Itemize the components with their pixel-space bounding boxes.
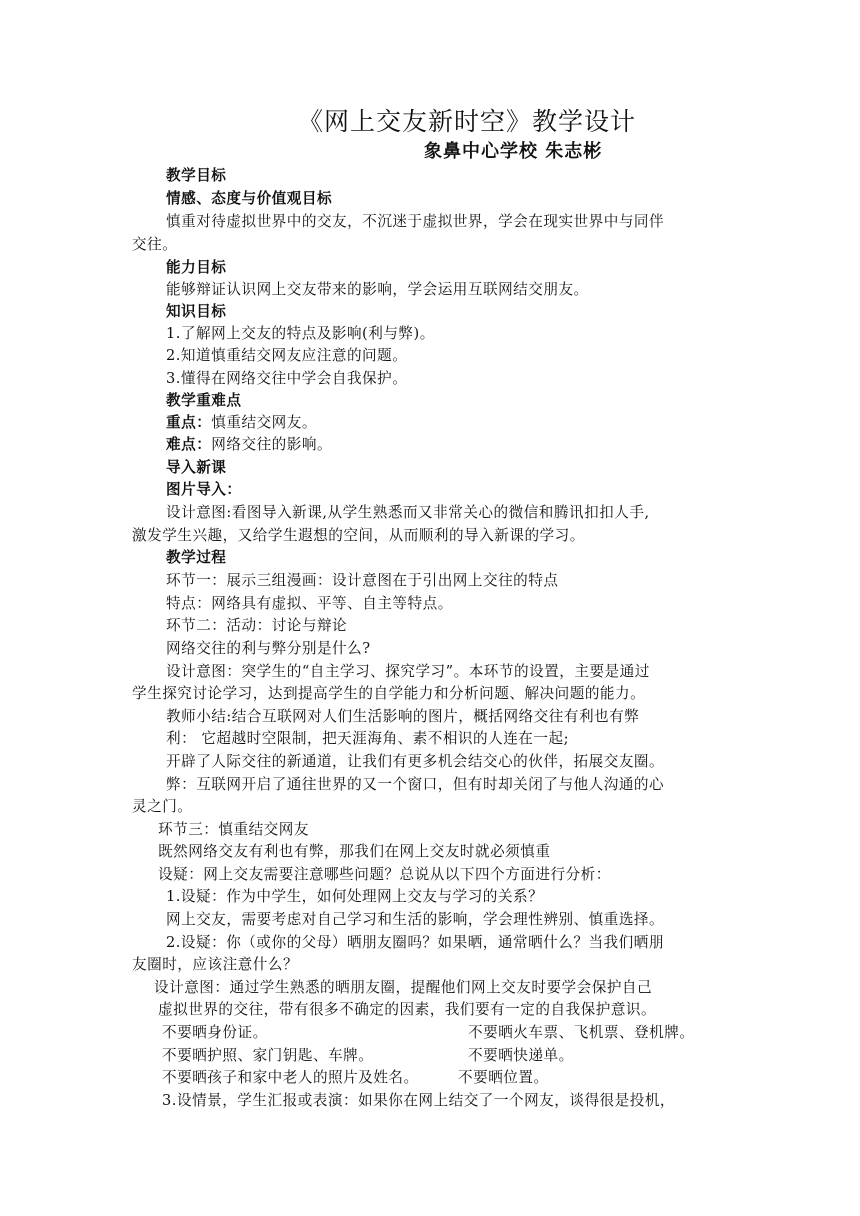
section-heading: 导入新课 (166, 459, 227, 476)
paragraph-line: 友圈时，应该注意什么？ (132, 956, 299, 973)
subsection-heading: 情感、态度与价值观目标 (166, 190, 333, 207)
paragraph-line: 利： 它超越时空限制，把天涯海角、素不相识的人连在一起; (166, 730, 569, 747)
section-heading: 教学重难点 (166, 392, 242, 409)
list-item: 3.设情景，学生汇报或表演：如果你在网上结交了一个网友，谈得很是投机， (162, 1092, 676, 1109)
tip-item: 不要晒快递单。 (468, 1047, 574, 1064)
key-point-text: 慎重结交网友。 (211, 414, 317, 431)
list-item: 3.懂得在网络交往中学会自我保护。 (166, 370, 408, 387)
paragraph-line: 设计意图：突学生的“自主学习、探究学习”。本环节的设置，主要是通过 (166, 663, 650, 680)
section-heading: 教学目标 (166, 167, 227, 184)
key-point-label: 重点： (166, 414, 212, 431)
paragraph-line: 网络交往的利与弊分别是什么? (166, 640, 371, 657)
paragraph-line: 灵之门。 (132, 798, 193, 815)
document-title: 《网上交友新时空》教学设计 (298, 107, 637, 136)
tip-item: 不要晒火车票、飞机票、登机牌。 (468, 1024, 695, 1041)
tip-item: 不要晒身份证。 (162, 1024, 268, 1041)
paragraph-line: 能够辩证认识网上交友带来的影响，学会运用互联网结交朋友。 (166, 281, 589, 298)
difficult-point-line (166, 435, 332, 455)
difficult-point-text: 网络交往的影响。 (211, 436, 333, 453)
section-heading: 教学过程 (166, 549, 227, 566)
paragraph-line: 教师小结:结合互联网对人们生活影响的图片，概括网络交往有利也有弊 (166, 708, 640, 725)
list-item: 1.了解网上交友的特点及影响(利与弊)。 (166, 325, 435, 342)
subsection-heading: 能力目标 (166, 259, 227, 276)
key-point-line (166, 413, 317, 433)
paragraph-line: 设计意图:看图导入新课,从学生熟悉而又非常关心的微信和腾讯扣扣人手, (166, 504, 650, 521)
paragraph-line: 环节一：展示三组漫画：设计意图在于引出网上交往的特点 (166, 572, 559, 589)
paragraph-line: 弊：互联网开启了通往世界的又一个窗口，但有时却关闭了与他人沟通的心 (166, 776, 665, 793)
paragraph-line: 设疑：网上交友需要注意哪些问题？总说从以下四个方面进行分析： (158, 866, 611, 883)
paragraph-line: 特点：网络具有虚拟、平等、自主等特点。 (166, 595, 453, 612)
tip-item: 不要晒孩子和家中老人的照片及姓名。 (162, 1069, 419, 1086)
difficult-point-label: 难点： (166, 436, 212, 453)
document-author: 象鼻中心学校 朱志彬 (424, 141, 603, 162)
list-item: 2.知道慎重结交网友应注意的问题。 (166, 347, 408, 364)
list-item: 2.设疑：你（或你的父母）晒朋友圈吗？如果晒，通常晒什么？当我们晒朋 (166, 934, 664, 951)
tip-item: 不要晒护照、家门钥匙、车牌。 (162, 1047, 374, 1064)
paragraph-line: 开辟了人际交往的新通道，让我们有更多机会结交心的伙伴，拓展交友圈。 (166, 753, 665, 770)
list-item: 1.设疑：作为中学生，如何处理网上交友与学习的关系？ (166, 888, 544, 905)
paragraph-line: 虚拟世界的交往，带有很多不确定的因素，我们要有一定的自我保护意识。 (158, 1001, 657, 1018)
paragraph-line: 网上交友，需要考虑对自己学习和生活的影响，学会理性辨别、慎重选择。 (166, 911, 665, 928)
paragraph-line: 交往。 (132, 236, 178, 253)
paragraph-line: 环节二：活动：讨论与辩论 (166, 617, 348, 634)
paragraph-line: 环节三：慎重结交网友 (158, 821, 309, 838)
paragraph-line: 激发学生兴趣，又给学生遐想的空间，从而顺利的导入新课的学习。 (132, 527, 585, 544)
paragraph-line: 设计意图：通过学生熟悉的晒朋友圈，提醒他们网上交友时要学会保护自己 (154, 979, 653, 996)
tip-item: 不要晒位置。 (458, 1069, 549, 1086)
subsection-heading: 知识目标 (166, 303, 227, 320)
paragraph-line: 慎重对待虚拟世界中的交友，不沉迷于虚拟世界，学会在现实世界中与同伴 (166, 213, 665, 230)
subsection-heading: 图片导入： (166, 481, 242, 498)
paragraph-line: 既然网络交友有利也有弊，那我们在网上交友时就必须慎重 (158, 843, 551, 860)
paragraph-line: 学生探究讨论学习，达到提高学生的自学能力和分析问题、解决问题的能力。 (132, 685, 646, 702)
